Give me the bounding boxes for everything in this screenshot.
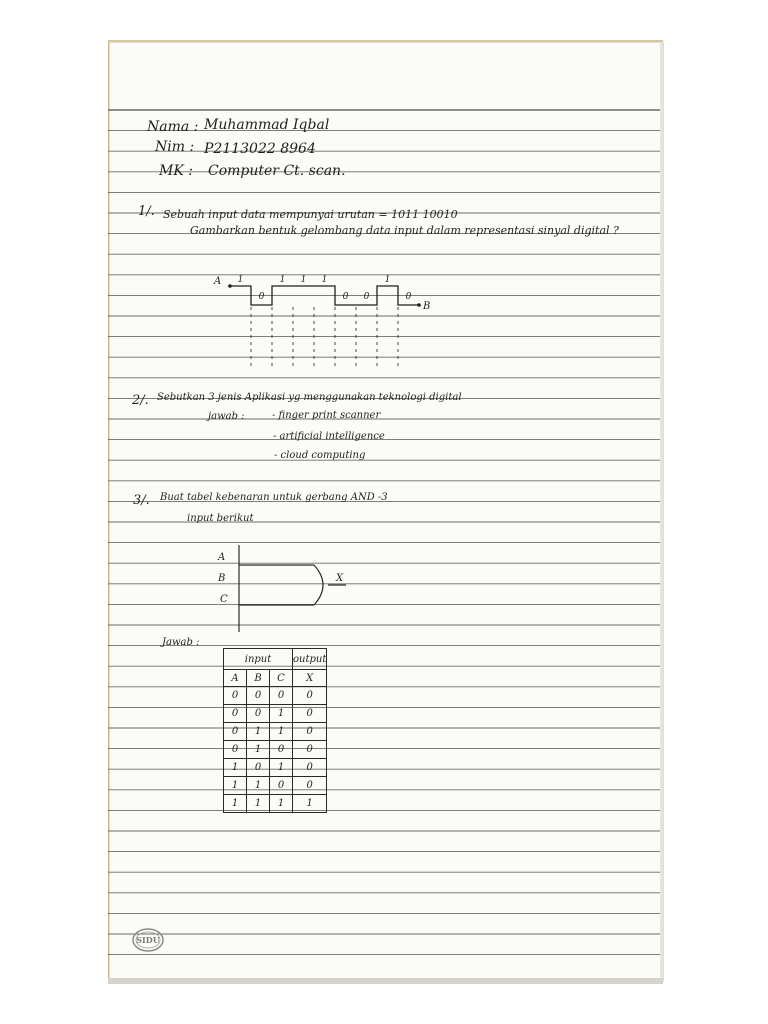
logo-text: SIDU: [136, 935, 160, 945]
waveform-start-label: A: [214, 276, 222, 287]
table-cell: 0: [270, 741, 293, 759]
table-row: [224, 741, 327, 759]
table-cell: 0: [293, 777, 327, 795]
bit-label: 1: [237, 275, 244, 285]
bit-label: 0: [363, 292, 370, 302]
notebook-brand-logo: [131, 927, 165, 953]
q3-answer-label: Jawab :: [162, 637, 200, 648]
table-row: [224, 759, 327, 777]
table-cell: 1: [224, 759, 247, 777]
bit-label: 0: [405, 292, 412, 302]
table-row: [224, 687, 327, 705]
table-cell: 0: [270, 687, 293, 705]
table-cell: 1: [270, 723, 293, 741]
truth-table-output-group: output: [293, 649, 327, 670]
table-row: [224, 795, 327, 813]
q2-answer-label: jawab :: [208, 411, 245, 422]
nim-label: Nim :: [155, 139, 195, 155]
table-row: [224, 723, 327, 741]
table-cell: 0: [247, 687, 270, 705]
table-cell: 0: [293, 741, 327, 759]
table-cell: 0: [293, 705, 327, 723]
table-cell: 1: [270, 705, 293, 723]
q2-answer-2: - artificial intelligence: [273, 431, 385, 442]
gate-curve: [314, 565, 323, 605]
nim-value: P2113022 8964: [204, 141, 316, 157]
q1-question-line1: Sebuah input data mempunyai urutan = 1011 10010: [163, 208, 458, 221]
table-cell: 0: [224, 723, 247, 741]
bit-label: 1: [279, 275, 286, 285]
table-cell: 0: [224, 741, 247, 759]
bit-label: 1: [321, 275, 328, 285]
table-cell: 0: [224, 687, 247, 705]
q3-number: 3/.: [133, 493, 150, 508]
bit-label: 1: [384, 275, 391, 285]
gate-input-c: C: [220, 594, 228, 605]
nama-value: Muhammad Iqbal: [204, 117, 330, 133]
truth-table-header-b: B: [247, 670, 270, 687]
q2-number: 2/.: [132, 393, 149, 408]
digital-waveform: [200, 268, 440, 368]
table-cell: 0: [247, 705, 270, 723]
table-cell: 0: [224, 705, 247, 723]
truth-table-header-a: A: [224, 670, 247, 687]
q2-answer-3: - cloud computing: [274, 450, 366, 461]
waveform-start-point: [228, 284, 232, 288]
mk-value: Computer Ct. scan.: [208, 163, 346, 179]
q3-question-line1: Buat tabel kebenaran untuk gerbang AND -3: [160, 492, 388, 503]
q3-question-line2: input berikut: [187, 513, 254, 524]
and-gate-diagram: [210, 540, 360, 635]
waveform-end-label: B: [423, 301, 431, 312]
table-cell: 1: [270, 795, 293, 813]
bit-label: 0: [342, 292, 349, 302]
table-cell: 0: [293, 759, 327, 777]
table-cell: 1: [224, 777, 247, 795]
gate-output-x: X: [336, 573, 344, 584]
table-cell: 0: [293, 687, 327, 705]
table-cell: 1: [247, 777, 270, 795]
table-cell: 0: [293, 723, 327, 741]
table-cell: 1: [247, 723, 270, 741]
table-row: [224, 705, 327, 723]
bit-label: 0: [258, 292, 265, 302]
q2-question: Sebutkan 3 jenis Aplikasi yg menggunakan teknologi digital: [157, 392, 462, 403]
truth-table-header-c: C: [270, 670, 293, 687]
table-row: [224, 777, 327, 795]
table-cell: 0: [247, 759, 270, 777]
truth-table-input-group: input: [224, 649, 293, 670]
table-cell: 0: [270, 777, 293, 795]
table-cell: 1: [293, 795, 327, 813]
waveform-end-point: [417, 303, 421, 307]
table-cell: 1: [224, 795, 247, 813]
mk-label: MK :: [159, 163, 193, 179]
truth-table-header-x: X: [293, 670, 327, 687]
table-cell: 1: [270, 759, 293, 777]
truth-table: [223, 648, 327, 813]
q2-answer-1: - finger print scanner: [272, 410, 381, 421]
gate-input-b: B: [218, 573, 226, 584]
bit-label: 1: [300, 275, 307, 285]
gate-input-a: A: [218, 552, 226, 563]
q1-question-line2: Gambarkan bentuk gelombang data input dalam representasi sinyal digital ?: [190, 224, 619, 237]
nama-label: Nama :: [147, 119, 199, 135]
table-cell: 1: [247, 795, 270, 813]
q1-number: 1/.: [138, 204, 155, 219]
table-cell: 1: [247, 741, 270, 759]
